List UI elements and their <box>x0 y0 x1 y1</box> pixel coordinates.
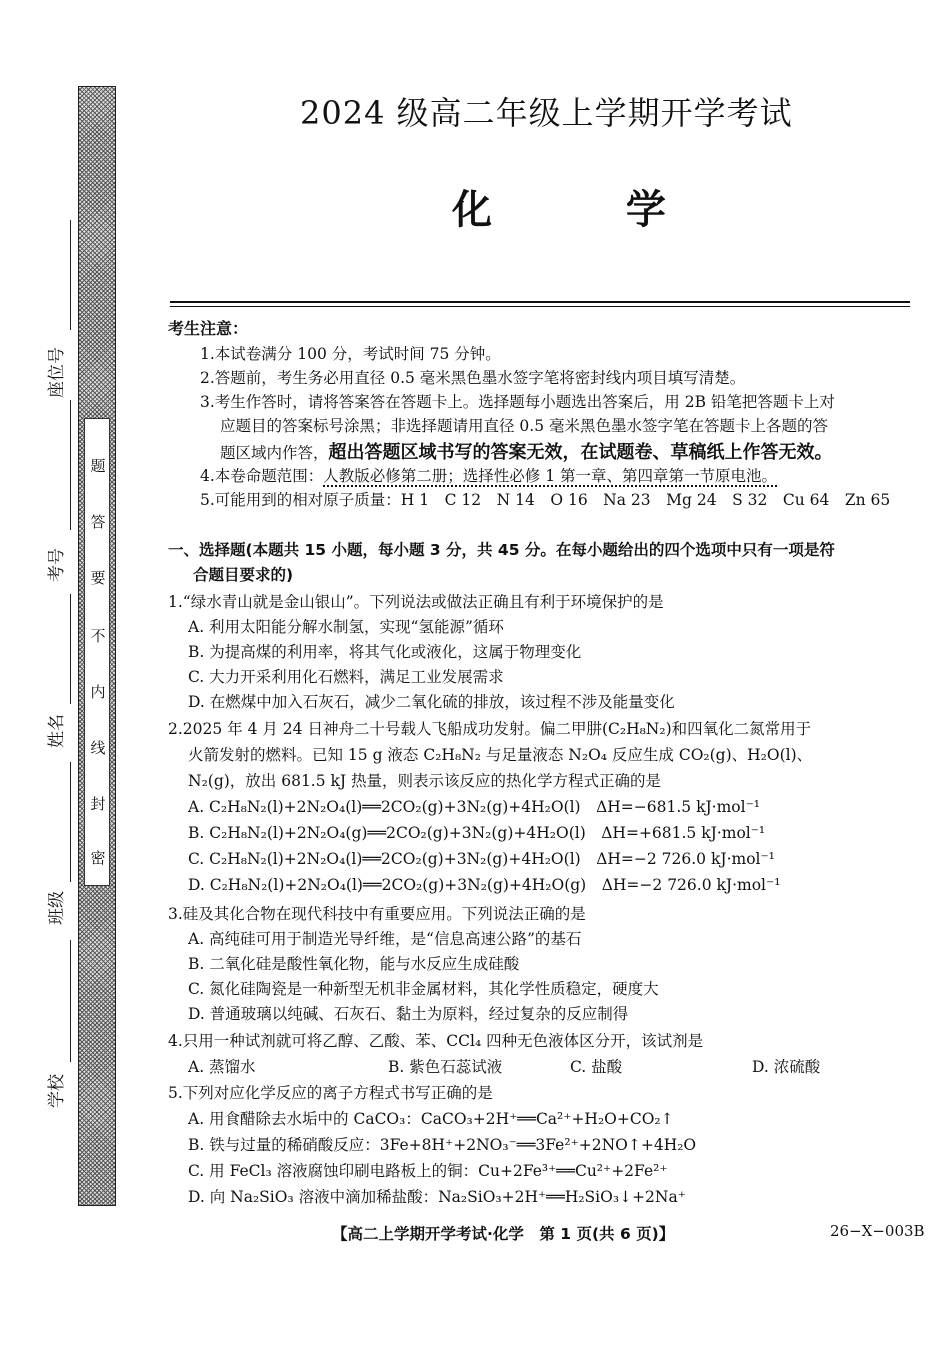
subject-title: 化 学 <box>452 187 726 233</box>
q4-option-a: A. 蒸馏水 <box>188 1058 256 1076</box>
exam-code: 26−X−003B <box>830 1222 925 1240</box>
header-rule-thin <box>170 306 910 307</box>
q2-stem: 2.2025 年 4 月 24 日神舟二十号载人飞船成功发射。偏二甲肼(C₂H₈N₂)和四氧化二氮常用于 <box>168 720 812 738</box>
seal-line-box <box>84 418 110 886</box>
note-text: 题区域内作答， <box>220 444 329 462</box>
seat-number-label: 座位号 <box>47 347 67 398</box>
school-line[interactable] <box>70 940 71 1062</box>
class-label: 班级 <box>47 891 67 925</box>
q1-option-a: A. 利用太阳能分解水制氢，实现“氢能源”循环 <box>188 618 504 636</box>
exam-title: 2024 级高二年级上学期开学考试 <box>300 94 793 132</box>
exam-number-label: 考号 <box>47 548 67 582</box>
exam-number-line[interactable] <box>70 400 71 530</box>
q2-stem-cont: 火箭发射的燃料。已知 15 g 液态 C₂H₈N₂ 与足量液态 N₂O₄ 反应生成 CO₂(g)、H₂O(l)、 <box>188 746 813 764</box>
q3-option-b: B. 二氧化硅是酸性氧化物，能与水反应生成硅酸 <box>188 955 520 973</box>
section-heading: 一、选择题(本题共 15 小题，每小题 3 分，共 45 分。在每小题给出的四个选项中只有一项是符 <box>168 541 835 559</box>
q5-option-a: A. 用食醋除去水垢中的 CaCO₃：CaCO₃+2H⁺══Ca²⁺+H₂O+CO₂↑ <box>188 1110 674 1128</box>
q2-option-c: C. C₂H₈N₂(l)+2N₂O₄(l)══2CO₂(g)+3N₂(g)+4H₂O(l) ΔH=−2 726.0 kJ·mol⁻¹ <box>188 850 775 868</box>
seal-char: 密 <box>90 849 106 867</box>
seat-number-line[interactable] <box>70 220 71 330</box>
q3-option-a: A. 高纯硅可用于制造光导纤维，是“信息高速公路”的基石 <box>188 930 582 948</box>
q1-option-b: B. 为提高煤的利用率，将其气化或液化，这属于物理变化 <box>188 643 582 661</box>
q3-stem: 3.硅及其化合物在现代科技中有重要应用。下列说法正确的是 <box>168 905 586 923</box>
name-label: 姓名 <box>47 714 67 748</box>
name-line[interactable] <box>70 594 71 704</box>
q5-option-c: C. 用 FeCl₃ 溶液腐蚀印刷电路板上的铜：Cu+2Fe³⁺══Cu²⁺+2Fe²⁺ <box>188 1162 668 1180</box>
seal-char: 答 <box>90 513 106 531</box>
note-item: 应题目的答案标号涂黑；非选择题请用直径 0.5 毫米黑色墨水签字笔在答题卡上各题的答 <box>220 417 829 435</box>
q4-option-b: B. 紫色石蕊试液 <box>388 1058 503 1076</box>
note-emphasis: 超出答题区域书写的答案无效，在试题卷、草稿纸上作答无效。 <box>328 442 833 463</box>
q1-option-d: D. 在燃煤中加入石灰石，减少二氧化硫的排放，该过程不涉及能量变化 <box>188 693 675 711</box>
q4-option-c: C. 盐酸 <box>570 1058 623 1076</box>
seal-char: 内 <box>90 683 106 701</box>
q4-stem: 4.只用一种试剂就可将乙醇、乙酸、苯、CCl₄ 四种无色液体区分开，该试剂是 <box>168 1032 704 1050</box>
q1-option-c: C. 大力开采利用化石燃料，满足工业发展需求 <box>188 668 504 686</box>
q5-stem: 5.下列对应化学反应的离子方程式书写正确的是 <box>168 1084 493 1102</box>
seal-char: 要 <box>90 569 106 587</box>
q5-option-d: D. 向 Na₂SiO₃ 溶液中滴加稀盐酸：Na₂SiO₃+2H⁺══H₂SiO₃↓+2Na⁺ <box>188 1188 686 1206</box>
seal-char: 不 <box>90 627 106 645</box>
school-label: 学校 <box>47 1074 67 1108</box>
q2-option-d: D. C₂H₈N₂(l)+2N₂O₄(l)══2CO₂(g)+3N₂(g)+4H₂O(g) ΔH=−2 726.0 kJ·mol⁻¹ <box>188 876 781 894</box>
q2-stem-cont: N₂(g)，放出 681.5 kJ 热量，则表示该反应的热化学方程式正确的是 <box>188 772 662 790</box>
class-line[interactable] <box>70 762 71 882</box>
header-rule <box>170 301 910 303</box>
note-item-line <box>220 438 833 464</box>
note-scope: 人教版必修第二册；选择性必修 1 第一章、第四章第一节原电池。 <box>323 467 778 485</box>
seal-char: 题 <box>90 457 106 475</box>
note-text: 4.本卷命题范围： <box>200 467 324 485</box>
note-item: 2.答题前，考生务必用直径 0.5 毫米黑色墨水签字笔将密封线内项目填写清楚。 <box>200 369 746 387</box>
note-item-line <box>200 464 777 486</box>
q2-option-a: A. C₂H₈N₂(l)+2N₂O₄(l)══2CO₂(g)+3N₂(g)+4H₂O(l) ΔH=−681.5 kJ·mol⁻¹ <box>188 798 760 816</box>
q4-option-d: D. 浓硫酸 <box>752 1058 821 1076</box>
page-footer: 【高二上学期开学考试·化学 第 1 页(共 6 页)】 <box>332 1225 675 1243</box>
section-heading-cont: 合题目要求的) <box>193 566 294 584</box>
q3-option-d: D. 普通玻璃以纯碱、石灰石、黏土为原料，经过复杂的反应制得 <box>188 1005 629 1023</box>
q3-option-c: C. 氮化硅陶瓷是一种新型无机非金属材料，其化学性质稳定，硬度大 <box>188 980 659 998</box>
note-item: 1.本试卷满分 100 分，考试时间 75 分钟。 <box>200 345 501 363</box>
q1-stem: 1.“绿水青山就是金山银山”。下列说法或做法正确且有利于环境保护的是 <box>168 593 664 611</box>
q5-option-b: B. 铁与过量的稀硝酸反应：3Fe+8H⁺+2NO₃⁻══3Fe²⁺+2NO↑+4H₂O <box>188 1136 697 1154</box>
q2-option-b: B. C₂H₈N₂(l)+2N₂O₄(g)══2CO₂(g)+3N₂(g)+4H₂O(l) ΔH=+681.5 kJ·mol⁻¹ <box>188 824 766 842</box>
notes-heading: 考生注意： <box>168 319 249 338</box>
note-item: 3.考生作答时，请将答案答在答题卡上。选择题每小题选出答案后，用 2B 铅笔把答题卡上对 <box>200 393 835 411</box>
note-item: 5.可能用到的相对原子质量：H 1 C 12 N 14 O 16 Na 23 Mg 24 S 32 Cu 64 Zn 65 <box>200 491 891 509</box>
seal-char: 线 <box>90 739 106 757</box>
seal-char: 封 <box>90 795 106 813</box>
